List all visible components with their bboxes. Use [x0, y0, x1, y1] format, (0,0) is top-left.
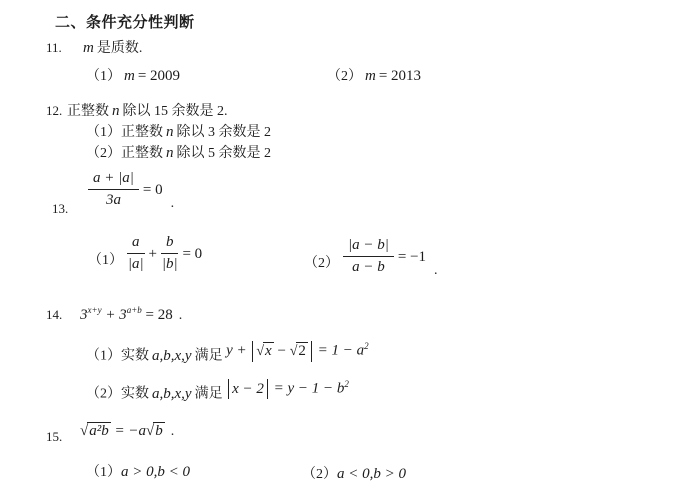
equation	[80, 307, 173, 323]
section-title: 二、条件充分性判断	[55, 14, 195, 31]
equation-text: y +	[226, 342, 251, 359]
problem-15-stem	[46, 421, 174, 442]
condition-text: 正整数	[121, 125, 163, 140]
problem-number: 11.	[46, 40, 62, 55]
equation-text: + 3	[101, 307, 127, 323]
condition-label: （2）	[86, 386, 121, 402]
math-vars: a,b,x,y	[152, 385, 192, 402]
condition-label: （2）	[302, 467, 337, 482]
equation-text: = y − 1 − b	[269, 380, 345, 397]
square-root	[80, 421, 111, 442]
exponent: 2	[364, 341, 369, 351]
stem-text: 是质数.	[96, 41, 143, 56]
problem-13-number	[52, 199, 68, 220]
condition-text: 实数	[121, 348, 149, 364]
problem-12-condition-2	[86, 143, 271, 164]
radicand: 2	[298, 342, 306, 359]
stem-text: 正整数	[67, 104, 109, 119]
operator: +	[148, 245, 157, 262]
radicand: a²b	[89, 423, 109, 439]
fraction-numerator: b	[161, 233, 179, 254]
condition-label: （2）	[327, 69, 362, 84]
equation-text: = −1	[397, 248, 427, 265]
condition-text: 除以 5 余数是 2	[176, 146, 271, 161]
condition-label: （2）	[86, 146, 121, 161]
radical-sign: √	[145, 423, 155, 439]
problem-number: 14.	[46, 307, 63, 322]
problem-number: 13.	[52, 201, 69, 216]
period: .	[170, 196, 175, 211]
fraction-denominator: |b|	[161, 256, 178, 272]
math-var: n	[112, 103, 120, 119]
period: .	[434, 263, 438, 278]
radical-sign: √	[80, 423, 89, 439]
fraction	[161, 233, 179, 274]
condition-text: 除以 3 余数是 2	[176, 125, 271, 140]
condition-text: a < 0,b > 0	[337, 466, 406, 482]
math-var: m	[124, 68, 135, 84]
condition-label: （1）	[86, 465, 121, 480]
math-var: m	[365, 68, 376, 84]
math-vars: a,b,x,y	[152, 347, 192, 364]
problem-number: 15.	[46, 429, 63, 444]
problem-12-condition-1	[86, 122, 271, 143]
condition-label: （2）	[304, 256, 339, 271]
problem-13-condition-1	[88, 233, 202, 274]
problem-15-condition-2	[302, 464, 406, 485]
condition-label: （1）	[86, 348, 121, 364]
equation-text: = 2013	[378, 68, 422, 84]
base: 3	[80, 307, 88, 323]
absolute-value-group	[252, 341, 312, 362]
period: .	[170, 424, 175, 439]
stem-text: 除以 15 余数是 2.	[122, 104, 228, 119]
condition-text: 正整数	[121, 146, 163, 161]
equation-text: = 2009	[137, 68, 181, 84]
equation-text: = 0	[142, 181, 163, 198]
problem-14-stem	[46, 300, 182, 326]
fraction-denominator: |a|	[127, 256, 144, 272]
math-var: n	[166, 145, 174, 161]
equation	[226, 336, 369, 362]
fraction-numerator: a + |a|	[88, 169, 139, 190]
square-root	[290, 341, 308, 362]
absolute-value-group: x − 2	[228, 379, 268, 399]
problem-number: 12.	[46, 103, 63, 118]
equation-text: = −a	[110, 423, 146, 439]
fraction-denominator: a − b	[352, 259, 385, 275]
radicand: x	[265, 342, 272, 359]
problem-11-condition-1	[86, 66, 180, 87]
exponent: 2	[344, 379, 349, 389]
problem-12-stem	[46, 101, 228, 122]
math-var: m	[83, 40, 94, 56]
operator: −	[273, 342, 290, 359]
radical-sign: √	[256, 343, 265, 359]
square-root	[256, 341, 273, 362]
equation	[80, 424, 165, 439]
fraction-numerator: |a − b|	[343, 236, 394, 257]
condition-label: （1）	[86, 125, 121, 140]
equation-text: = 0	[182, 245, 203, 262]
condition-label: （1）	[86, 69, 121, 84]
fraction	[88, 169, 139, 210]
exponent: a+b	[126, 305, 142, 315]
condition-text: a > 0,b < 0	[121, 464, 190, 480]
condition-text: 满足	[194, 386, 223, 402]
square-root	[146, 421, 165, 442]
fraction-numerator: a	[127, 233, 145, 254]
radical-sign: √	[289, 343, 298, 359]
problem-14-condition-2	[86, 379, 349, 405]
condition-text: 实数	[121, 386, 149, 402]
problem-15-condition-1	[86, 462, 190, 483]
problem-11-condition-2	[327, 66, 421, 87]
math-var: n	[166, 124, 174, 140]
period: .	[178, 308, 183, 323]
exponent: x+y	[87, 305, 102, 315]
fraction-denominator: 3a	[105, 192, 121, 208]
equation-text: = 28	[141, 307, 173, 323]
problem-14-condition-1	[86, 341, 369, 367]
problem-13-condition-2	[304, 236, 438, 277]
radicand: b	[155, 423, 163, 439]
condition-text: 满足	[194, 348, 223, 364]
equation	[226, 374, 349, 400]
fraction	[127, 233, 145, 274]
fraction	[343, 236, 394, 277]
condition-label: （1）	[88, 253, 123, 268]
equation-text: = 1 − a	[313, 342, 365, 359]
problem-11-stem	[46, 38, 142, 59]
problem-13-stem	[84, 169, 174, 210]
